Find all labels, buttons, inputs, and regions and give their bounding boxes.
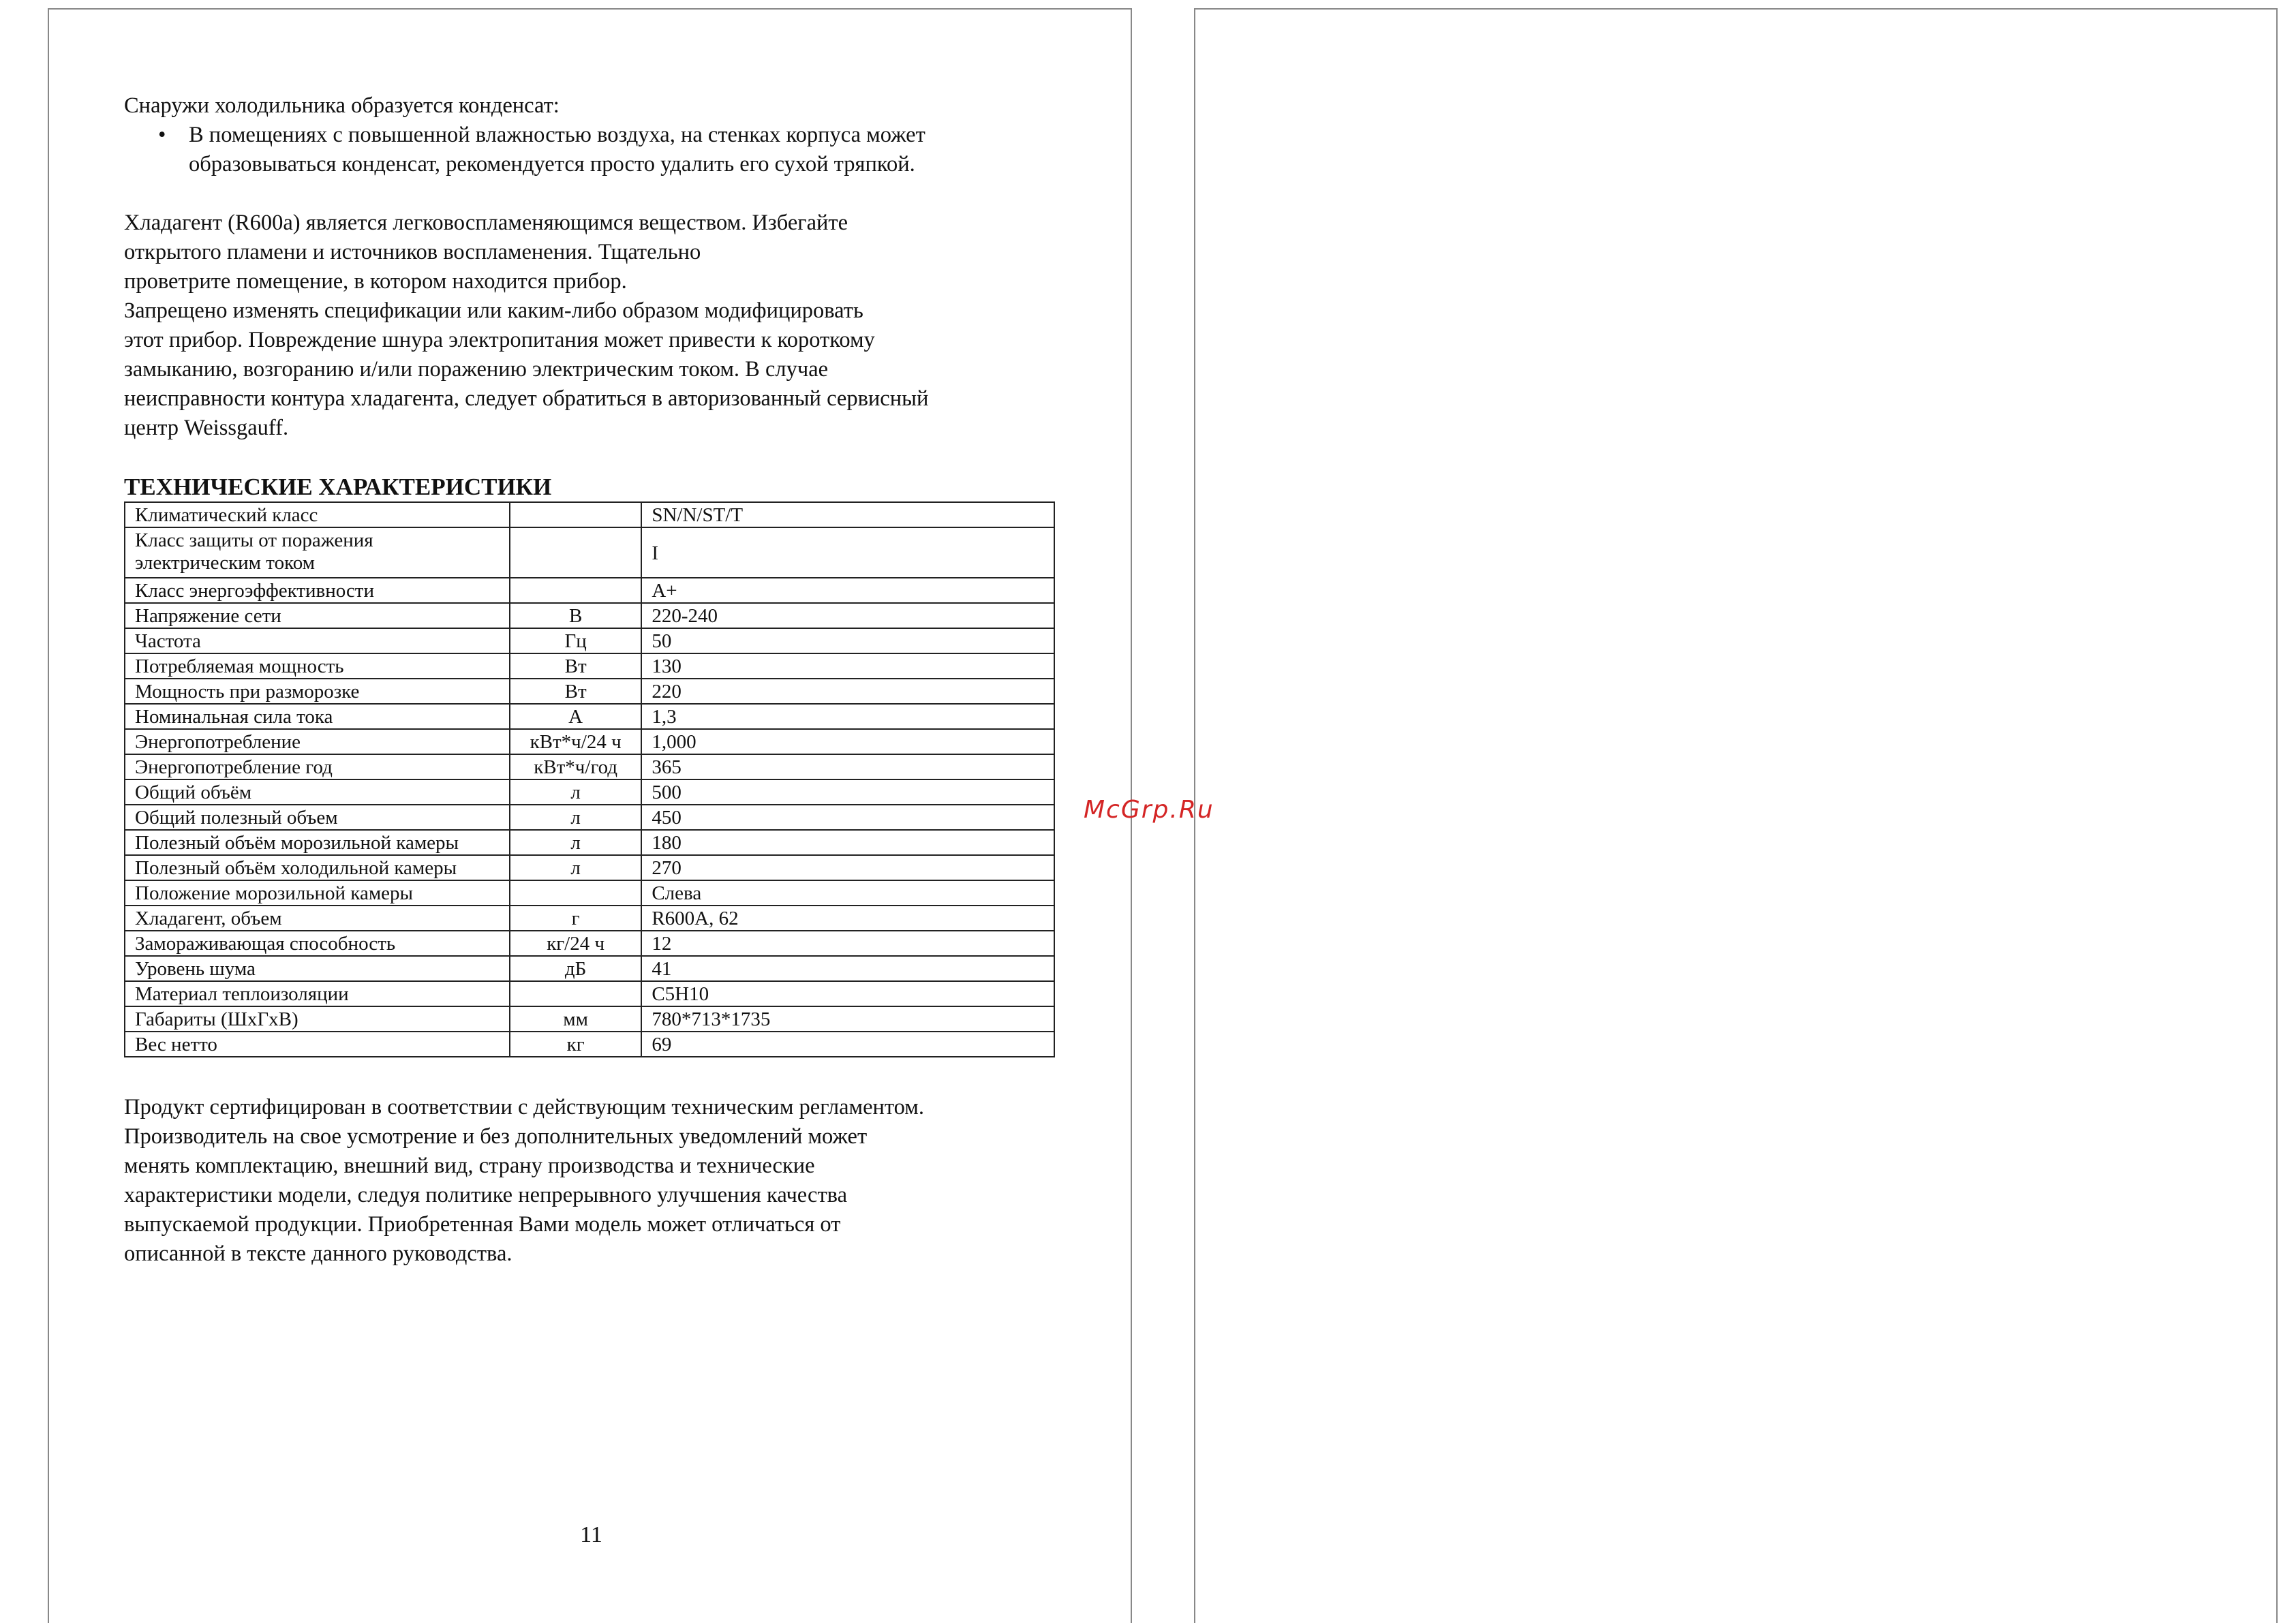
bullet-line: В помещениях с повышенной влажностью воздуха, на стенках корпуса может	[189, 123, 925, 147]
table-row	[125, 628, 1054, 653]
spec-unit-cell: А	[510, 704, 641, 729]
specs-title: ТЕХНИЧЕСКИЕ ХАРАКТЕРИСТИКИ	[124, 474, 552, 500]
spec-unit-cell: В	[510, 603, 641, 628]
spec-value-cell: SN/N/ST/T	[641, 502, 1054, 527]
spec-value-cell: 41	[641, 956, 1054, 981]
spec-param-cell: Номинальная сила тока	[125, 704, 510, 729]
table-row	[125, 502, 1054, 527]
table-row	[125, 754, 1054, 779]
spec-unit-cell: г	[510, 906, 641, 931]
condensate-intro: Снаружи холодильника образуется конденсат:	[124, 93, 560, 118]
spec-value-cell: 365	[641, 754, 1054, 779]
spec-param-cell: Мощность при разморозке	[125, 679, 510, 704]
spec-unit-cell	[510, 880, 641, 906]
spec-param-cell: Энергопотребление	[125, 729, 510, 754]
document-page-left	[48, 8, 1132, 1623]
table-row	[125, 956, 1054, 981]
spec-value-cell: 780*713*1735	[641, 1006, 1054, 1032]
text-line: открытого пламени и источников воспламенения. Тщательно	[124, 240, 701, 264]
spec-value-cell: 180	[641, 830, 1054, 855]
spec-unit-cell: кВт*ч/год	[510, 754, 641, 779]
spec-value-cell: 500	[641, 779, 1054, 805]
spec-param-cell: Полезный объём морозильной камеры	[125, 830, 510, 855]
table-row	[125, 880, 1054, 906]
text-line: характеристики модели, следуя политике непрерывного улучшения качества	[124, 1183, 847, 1207]
text-line: центр Weissgauff.	[124, 416, 289, 440]
spec-value-cell: A+	[641, 578, 1054, 603]
text-line: менять комплектацию, внешний вид, страну производства и технические	[124, 1154, 815, 1178]
spec-param-cell: Уровень шума	[125, 956, 510, 981]
table-row	[125, 1006, 1054, 1032]
spec-value-cell: 130	[641, 653, 1054, 679]
document-page-right	[1194, 8, 2278, 1623]
list-item	[124, 121, 1065, 179]
spec-value-cell: 450	[641, 805, 1054, 830]
text-line: неисправности контура хладагента, следует обратиться в авторизованный сервисный	[124, 386, 929, 411]
spec-value-cell: 12	[641, 931, 1054, 956]
table-row	[125, 779, 1054, 805]
spec-unit-cell: л	[510, 830, 641, 855]
page-number: 11	[580, 1522, 602, 1547]
text-line: Производитель на свое усмотрение и без дополнительных уведомлений может	[124, 1124, 868, 1149]
spec-unit-cell	[510, 578, 641, 603]
text-line: Хладагент (R600a) является легковоспламеняющимся веществом. Избегайте	[124, 211, 848, 235]
spec-param-cell: Потребляемая мощность	[125, 653, 510, 679]
spec-param-cell: Энергопотребление год	[125, 754, 510, 779]
spec-value-cell: Слева	[641, 880, 1054, 906]
spec-unit-cell: кг	[510, 1032, 641, 1057]
table-row	[125, 805, 1054, 830]
table-row	[125, 653, 1054, 679]
spec-param-cell: Климатический класс	[125, 502, 510, 527]
spec-value-cell: 270	[641, 855, 1054, 880]
bullet-line: образовываться конденсат, рекомендуется просто удалить его сухой тряпкой.	[189, 152, 915, 176]
spec-param-cell: Габариты (ШхГхВ)	[125, 1006, 510, 1032]
spec-value-cell: I	[641, 527, 1054, 578]
text-line: Продукт сертифицирован в соответствии с действующим техническим регламентом.	[124, 1095, 924, 1119]
spec-unit-cell: л	[510, 805, 641, 830]
spec-unit-cell: Вт	[510, 679, 641, 704]
spec-unit-cell: Гц	[510, 628, 641, 653]
table-row	[125, 931, 1054, 956]
specs-table	[124, 501, 1055, 1057]
refrigerant-warning	[124, 208, 1065, 443]
spec-param-cell: Класс защиты от поражения электрическим током	[125, 527, 510, 578]
spec-value-cell: 1,3	[641, 704, 1054, 729]
spec-param-cell: Вес нетто	[125, 1032, 510, 1057]
table-row	[125, 578, 1054, 603]
spec-unit-cell: мм	[510, 1006, 641, 1032]
spec-param-cell: Класс энергоэффективности	[125, 578, 510, 603]
table-row	[125, 981, 1054, 1006]
text-line: замыканию, возгоранию и/или поражению электрическим током. В случае	[124, 357, 829, 382]
spec-param-cell: Общий полезный объем	[125, 805, 510, 830]
spec-param-cell: Положение морозильной камеры	[125, 880, 510, 906]
watermark: McGrp.Ru	[1084, 796, 1214, 824]
spec-value-cell: C5H10	[641, 981, 1054, 1006]
spec-param-cell: Хладагент, объем	[125, 906, 510, 931]
table-row	[125, 906, 1054, 931]
text-line: проветрите помещение, в котором находится прибор.	[124, 269, 627, 294]
spec-param-cell: Замораживающая способность	[125, 931, 510, 956]
table-row	[125, 1032, 1054, 1057]
table-row	[125, 830, 1054, 855]
certification-note	[124, 1093, 1065, 1269]
spec-unit-cell: л	[510, 855, 641, 880]
text-line: описанной в тексте данного руководства.	[124, 1241, 512, 1266]
text-line: этот прибор. Повреждение шнура электропитания может привести к короткому	[124, 328, 875, 352]
table-row	[125, 603, 1054, 628]
spec-param-cell: Частота	[125, 628, 510, 653]
spec-unit-cell: Вт	[510, 653, 641, 679]
page-content	[124, 91, 1065, 1269]
spec-unit-cell: кг/24 ч	[510, 931, 641, 956]
spec-value-cell: R600A, 62	[641, 906, 1054, 931]
spec-param-cell: Напряжение сети	[125, 603, 510, 628]
spec-value-cell: 220	[641, 679, 1054, 704]
spec-param-cell: Общий объём	[125, 779, 510, 805]
spec-value-cell: 1,000	[641, 729, 1054, 754]
spec-param-cell: Полезный объём холодильной камеры	[125, 855, 510, 880]
spec-param-cell: Материал теплоизоляции	[125, 981, 510, 1006]
table-row	[125, 855, 1054, 880]
bullet-icon: •	[158, 123, 166, 147]
table-row	[125, 527, 1054, 578]
text-line: выпускаемой продукции. Приобретенная Вами модель может отличаться от	[124, 1212, 841, 1237]
spec-unit-cell: кВт*ч/24 ч	[510, 729, 641, 754]
text-line: Запрещено изменять спецификации или каким-либо образом модифицировать	[124, 298, 863, 323]
spec-unit-cell	[510, 527, 641, 578]
spec-value-cell: 69	[641, 1032, 1054, 1057]
spec-value-cell: 50	[641, 628, 1054, 653]
table-row	[125, 704, 1054, 729]
spec-unit-cell: л	[510, 779, 641, 805]
condensate-bullet-list	[124, 121, 1065, 179]
spec-unit-cell	[510, 981, 641, 1006]
table-row	[125, 729, 1054, 754]
table-row	[125, 679, 1054, 704]
spec-unit-cell: дБ	[510, 956, 641, 981]
spec-unit-cell	[510, 502, 641, 527]
spec-value-cell: 220-240	[641, 603, 1054, 628]
